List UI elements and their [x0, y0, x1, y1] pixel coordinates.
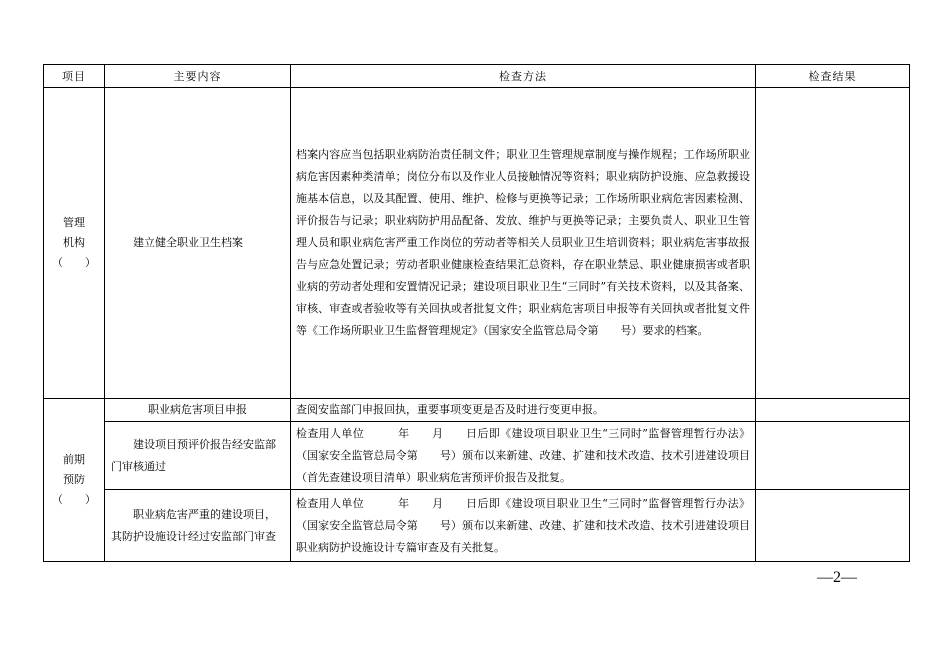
category-management: 管理 机构 （ ） — [44, 88, 105, 399]
result-cell[interactable] — [756, 490, 910, 562]
main-content-cell: 职业病危害项目申报 — [105, 399, 291, 422]
main-content-cell: 建设项目预评价报告经安监部门审核通过 — [105, 422, 291, 490]
table-row — [44, 422, 910, 490]
table-row — [44, 399, 910, 422]
header-result: 检查结果 — [756, 65, 910, 88]
inspection-table — [43, 64, 910, 562]
method-cell: 查阅安监部门申报回执，重要事项变更是否及时进行变更申报。 — [291, 399, 756, 422]
table-row — [44, 490, 910, 562]
header-item: 项目 — [44, 65, 105, 88]
page-number: —2— — [817, 569, 857, 586]
main-content-cell: 建立健全职业卫生档案 — [105, 88, 291, 399]
table-header-row — [44, 65, 910, 88]
result-cell[interactable] — [756, 399, 910, 422]
category-prevention: 前期 预防 （ ） — [44, 399, 105, 562]
header-content: 主要内容 — [105, 65, 291, 88]
main-content-cell: 职业病危害严重的建设项目，其防护设施设计经过安监部门审查 — [105, 490, 291, 562]
result-cell[interactable] — [756, 422, 910, 490]
method-cell: 档案内容应当包括职业病防治责任制文件；职业卫生管理规章制度与操作规程；工作场所职业病危害因素种类清单；岗位分布以及作业人员接触情况等资料；职业病防护设施、应急救援设施基本信息，以及其配置、使用、维护、检修与更换等记录；工作场所职业病危害因素检测、评价报告与记录；职业病防护用品配备、发放、维护与更换等记录；主要负责人、职业卫生管理人员和职业病危害严重工作岗位的劳动者等相关人员职业卫生培训资料；职业病危害事故报告与应急处置记录；劳动者职业健康检查结果汇总资料，存在职业禁忌、职业健康损害或者职业病的劳动者处理和安置情况记录；建设项目职业卫生“三同时”有关技术资料，以及其备案、审核、审查或者验收等有关回执或者批复文件；职业病危害项目申报等有关回执或者批复文件等《工作场所职业卫生监督管理规定》（国家安全监管总局令第 号）要求的档案。 — [291, 88, 756, 399]
method-cell: 检查用人单位 年 月 日后即《建设项目职业卫生“三同时”监督管理暂行办法》（国家安全监管总局令第 号）颁布以来新建、改建、扩建和技术改造、技术引进建设项目（首先查建设项目清单）职业病危害预评价报告及批复。 — [291, 422, 756, 490]
result-cell[interactable] — [756, 88, 910, 399]
header-method: 检查方法 — [291, 65, 756, 88]
table-row — [44, 88, 910, 399]
method-cell: 检查用人单位 年 月 日后即《建设项目职业卫生“三同时”监督管理暂行办法》（国家安全监管总局令第 号）颁布以来新建、改建、扩建和技术改造、技术引进建设项目职业病防护设施设计专篇审查及有关批复。 — [291, 490, 756, 562]
